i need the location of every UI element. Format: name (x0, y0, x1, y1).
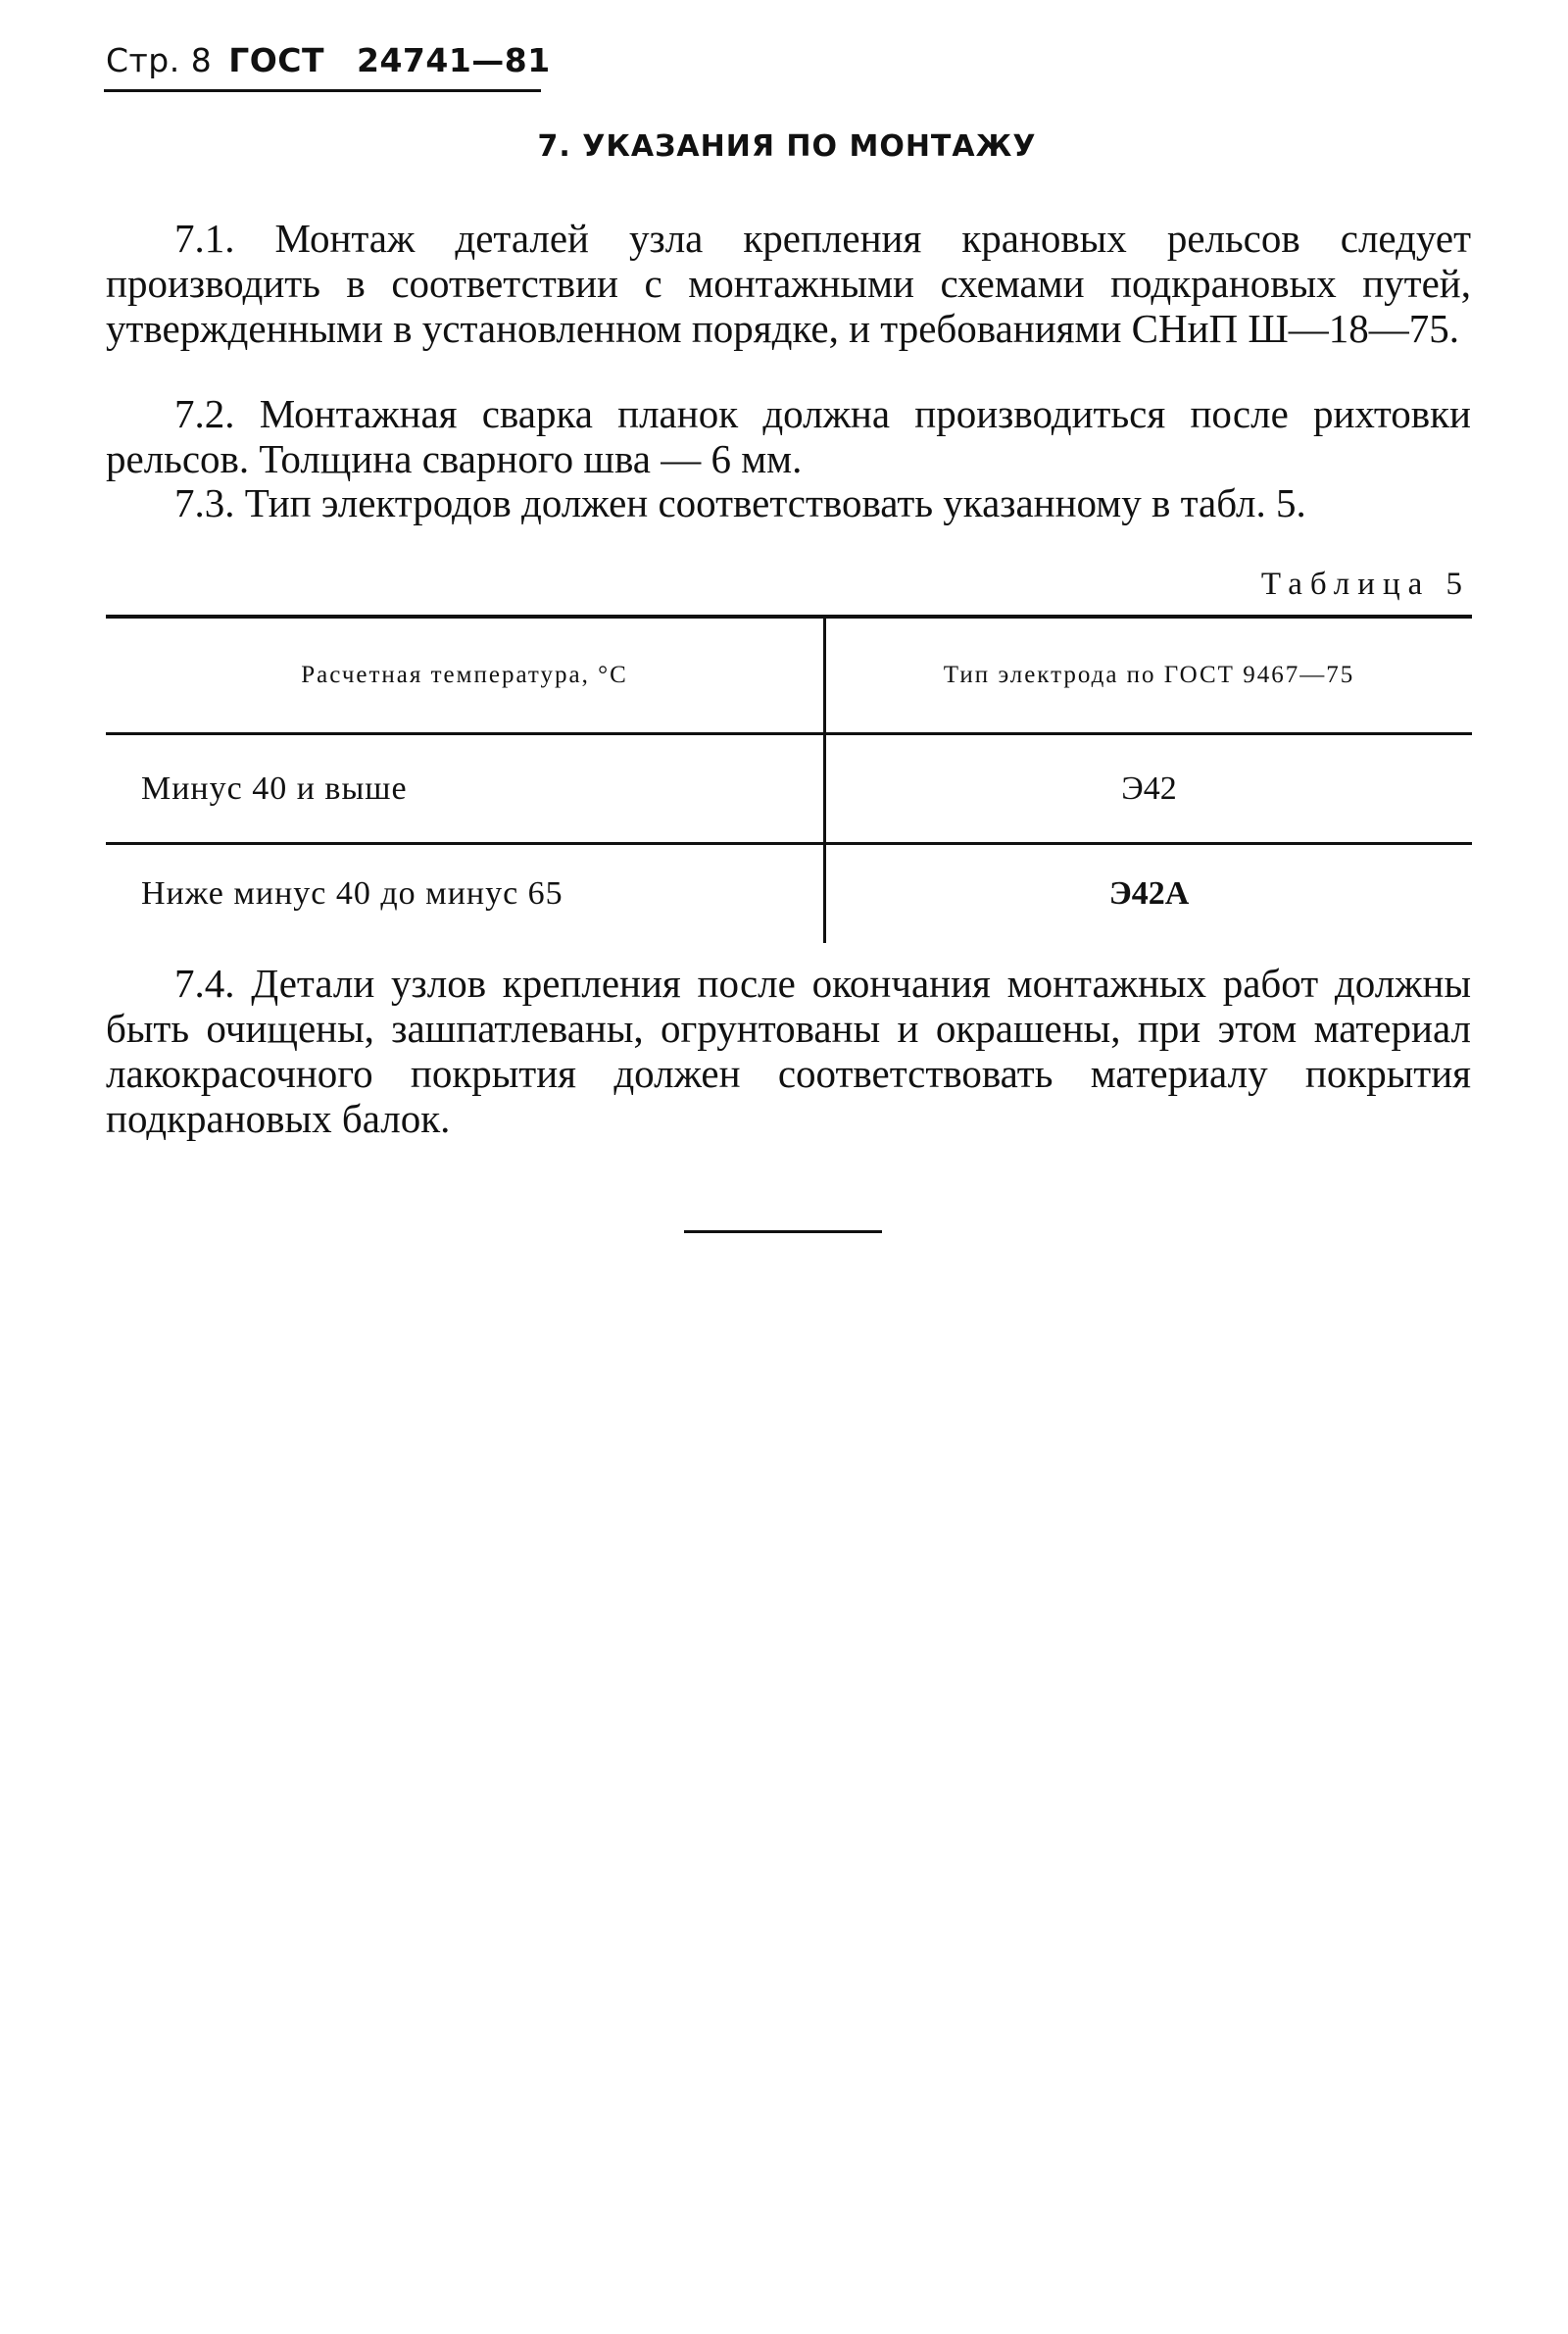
paragraph-7-4: 7.4. Детали узлов крепления после окончания монтажных работ должны быть очищены, зашпатлеваны, огрунтованы и окрашены, при этом материал лакокрасочного покрытия должен соответствовать материалу покрытия подкрановых балок. (106, 961, 1471, 1141)
page-number: Стр. 8 (106, 41, 213, 79)
header-electrode-type: Тип электрода по ГОСТ 9467—75 (825, 617, 1473, 734)
cell-electrode-type: Э42А (1108, 875, 1190, 912)
cell-temperature: Минус 40 и выше (106, 734, 825, 844)
table-5 (106, 615, 1472, 943)
table-header-row (106, 617, 1472, 734)
table-caption: Таблица 5 (1260, 567, 1470, 602)
end-divider (684, 1230, 882, 1233)
cell-electrode-type: Э42 (825, 734, 1473, 844)
section-title: 7. УКАЗАНИЯ ПО МОНТАЖУ (537, 129, 1037, 164)
paragraph-7-2: 7.2. Монтажная сварка планок должна производиться после рихтовки рельсов. Толщина сварного шва — 6 мм. (106, 391, 1471, 481)
page-header (106, 41, 551, 79)
table-row (106, 734, 1472, 844)
header-underline (104, 89, 541, 92)
cell-temperature: Ниже минус 40 до минус 65 (106, 844, 825, 944)
paragraph-7-3: 7.3. Тип электродов должен соответствовать указанному в табл. 5. (174, 480, 1306, 525)
header-temperature: Расчетная температура, °С (106, 617, 825, 734)
electrode-table (106, 615, 1472, 943)
document-number: 24741—81 (357, 41, 551, 79)
gost-label: ГОСТ (228, 41, 324, 79)
table-row (106, 844, 1472, 944)
paragraph-7-1: 7.1. Монтаж деталей узла крепления крановых рельсов следует производить в соответствии с монтажными схемами подкрановых путей, утвержденными в установленном порядке, и требованиями СНиП Ш—18—75. (106, 216, 1471, 351)
